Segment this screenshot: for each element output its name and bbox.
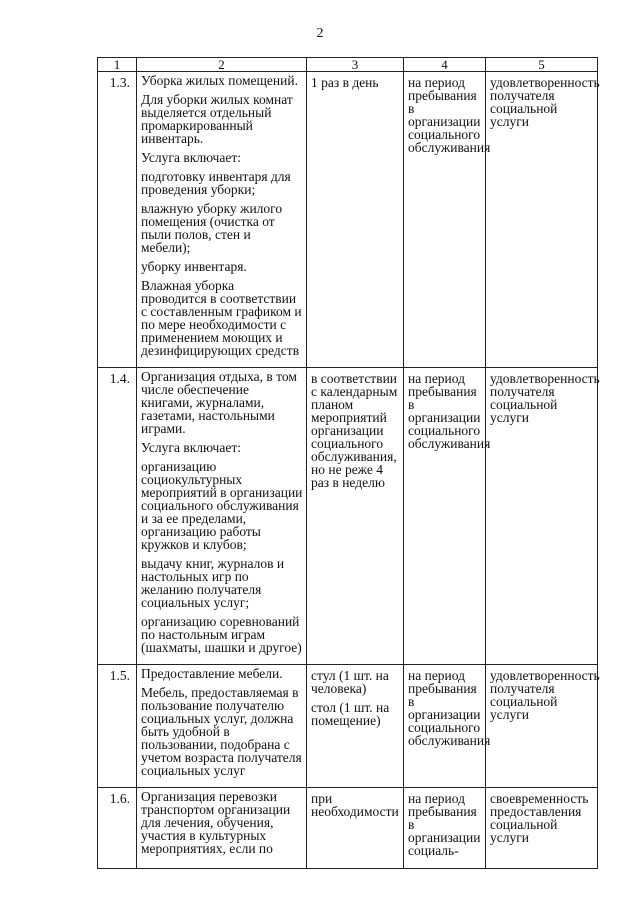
- service-title: Организация перевозки транспортом организации для лечения, обучения, участия в культурных мероприятиях, если по: [141, 789, 291, 856]
- service-frequency: [307, 368, 404, 665]
- page-number: 2: [316, 26, 324, 41]
- service-title: Уборка жилых помещений.: [141, 73, 298, 88]
- header-col-5: 5: [486, 58, 598, 72]
- service-frequency: [307, 72, 404, 368]
- row-number: 1.5.: [98, 665, 137, 788]
- service-title: Предоставление мебели.: [141, 666, 283, 681]
- service-quality-indicator: своевременность предоставления социальной услуги: [486, 788, 598, 869]
- service-paragraph: Для уборки жилых комнат выделяется отдельный промаркированный инвентарь.: [141, 92, 293, 146]
- frequency-text: стул (1 шт. на человека): [311, 668, 389, 696]
- service-period: на период пребывания в организации социального обслуживания: [404, 368, 486, 665]
- table-header-row: [98, 58, 598, 72]
- table-row: [98, 788, 598, 869]
- row-number: 1.4.: [98, 368, 137, 665]
- service-paragraph: уборку инвентаря.: [141, 259, 247, 274]
- table-row: [98, 665, 598, 788]
- service-title: Организация отдыха, в том числе обеспечение книгами, журналами, газетами, настольными играми.: [141, 369, 297, 436]
- service-paragraph: выдачу книг, журналов и настольных игр по желанию получателя социальных услуг;: [141, 556, 285, 610]
- service-paragraph: организацию соревнований по настольным играм (шахматы, шашки и другое): [141, 614, 302, 655]
- service-paragraph: Услуга включает:: [141, 150, 241, 165]
- header-col-3: 3: [307, 58, 404, 72]
- service-period: на период пребывания в организации социального обслуживания: [404, 665, 486, 788]
- service-paragraph: влажную уборку жилого помещения (очистка от пыли полов, стен и мебели);: [141, 201, 283, 255]
- table-row: [98, 72, 598, 368]
- service-paragraph: организацию социокультурных мероприятий в организации социального обслуживания и за ее пределами, организацию работы кружков и клубов;: [141, 459, 303, 552]
- services-table: [97, 57, 598, 869]
- service-paragraph: Услуга включает:: [141, 440, 241, 455]
- service-description: [137, 665, 307, 788]
- frequency-text: в соответствии с календарным планом мероприятий организации социального обслуживания, но не реже 4 раз в неделю: [311, 371, 398, 490]
- service-period: на период пребывания в организации социального обслуживания: [404, 72, 486, 368]
- row-number: 1.3.: [98, 72, 137, 368]
- service-paragraph: Мебель, предоставляемая в пользование получателю социальных услуг, должна быть удобной в пользовании, подобрана с учетом возраста получателя социальных услуг: [141, 685, 302, 778]
- frequency-text: 1 раз в день: [311, 75, 379, 90]
- table-row: [98, 368, 598, 665]
- header-col-4: 4: [404, 58, 486, 72]
- service-description: [137, 368, 307, 665]
- service-quality-indicator: удовлетворенность получателя социальной услуги: [486, 72, 598, 368]
- row-number: 1.6.: [98, 788, 137, 869]
- service-paragraph: Влажная уборка проводится в соответствии с составленным графиком и по мере необходимости с применением моющих и дезинфицирующих средств: [141, 278, 302, 358]
- service-frequency: [307, 665, 404, 788]
- service-period: на период пребывания в организации социаль-: [404, 788, 486, 869]
- service-description: [137, 788, 307, 869]
- header-col-1: 1: [98, 58, 137, 72]
- service-quality-indicator: удовлетворенность получателя социальной услуги: [486, 368, 598, 665]
- service-paragraph: подготовку инвентаря для проведения уборки;: [141, 169, 291, 197]
- service-quality-indicator: удовлетворенность получателя социальной услуги: [486, 665, 598, 788]
- frequency-text: при необходимости: [311, 791, 399, 819]
- frequency-text: стол (1 шт. на помещение): [311, 700, 390, 728]
- header-col-2: 2: [137, 58, 307, 72]
- service-frequency: [307, 788, 404, 869]
- service-description: [137, 72, 307, 368]
